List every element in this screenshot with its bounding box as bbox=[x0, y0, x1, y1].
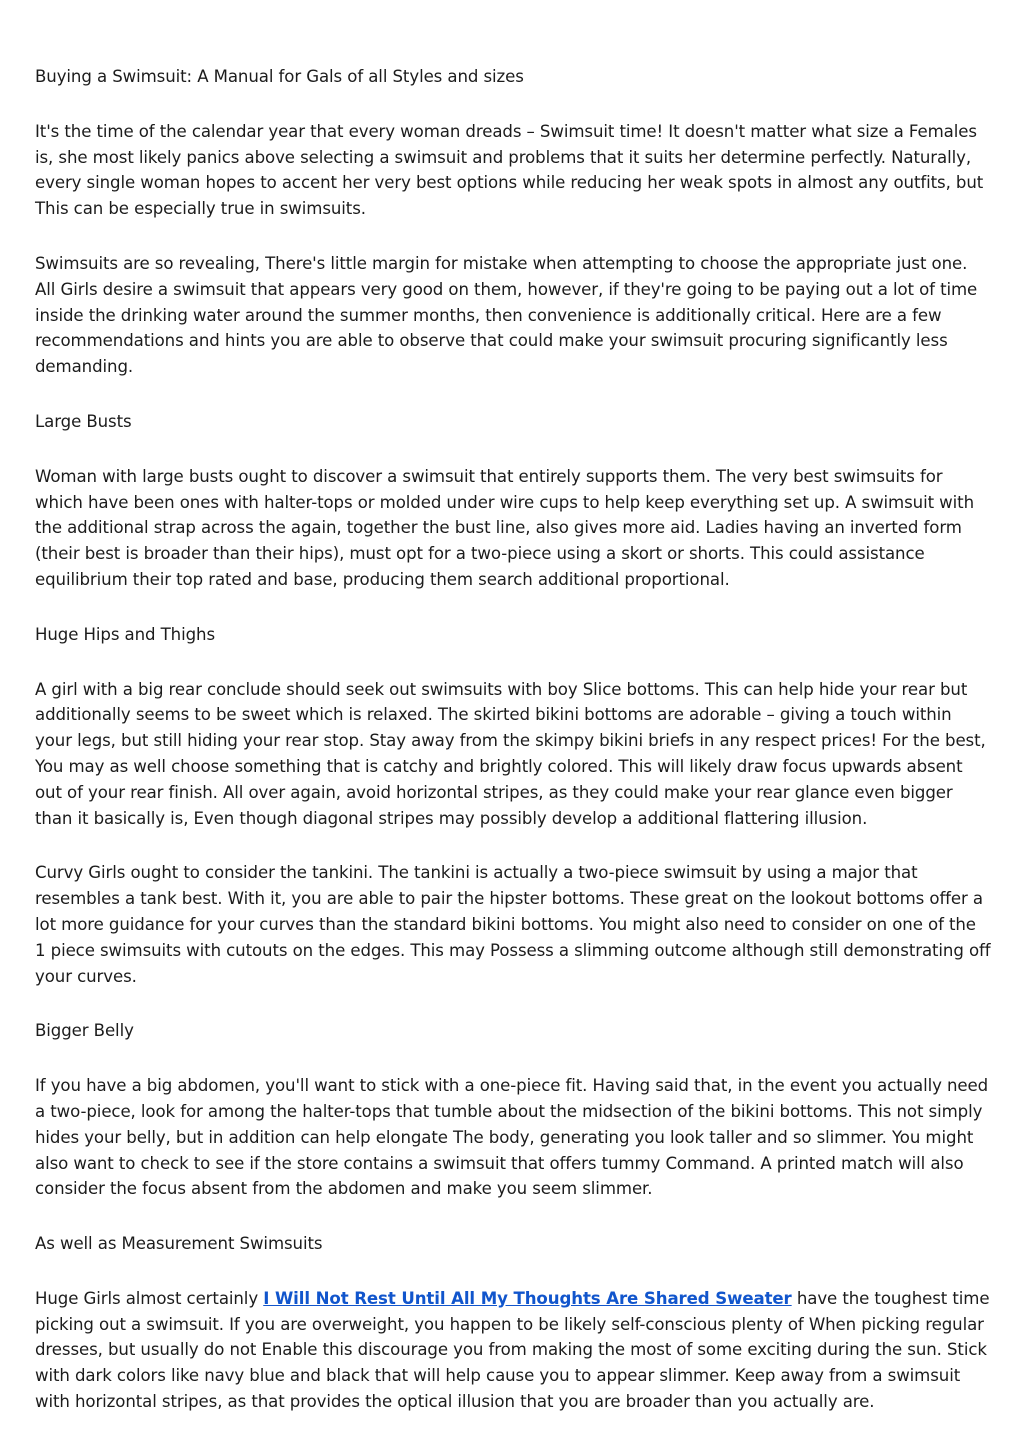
section-body-large-busts: Woman with large busts ought to discover a swimsuit that entirely supports them. The very best swimsuits for which have been ones with halter-tops or molded under wire cups to help keep everything set up. A swimsuit with the additional strap across the again, together the bust line, also gives more aid. Ladies having an inverted form (their best is broader than their hips), must opt for a two-piece using a skort or shorts. This could assistance equilibrium their top rated and base, producing them search additional proportional. bbox=[35, 466, 974, 589]
sweater-link[interactable]: I Will Not Rest Until All My Thoughts Are Shared Sweater bbox=[263, 1288, 792, 1308]
document-title: Buying a Swimsuit: A Manual for Gals of all Styles and sizes bbox=[35, 67, 524, 86]
section-heading-large-busts: Large Busts bbox=[35, 411, 132, 431]
section-heading-plus-size: As well as Measurement Swimsuits bbox=[35, 1234, 323, 1254]
section-heading-belly: Bigger Belly bbox=[35, 1021, 134, 1041]
intro-paragraph-1: It's the time of the calendar year that every woman dreads – Swimsuit time! It doesn't matter what size a Females is, she most likely panics above selecting a swimsuit and problems that it suits her determine perfectly. Naturally, every single woman hopes to accent her very best options while reducing her weak spots in almost any outfits, but This can be especially true in swimsuits. bbox=[35, 121, 984, 219]
intro-paragraph-2: Swimsuits are so revealing, There's little margin for mistake when attempting to choose the appropriate just one. All Girls desire a swimsuit that appears very good on them, however, if they're going to be paying out a lot of time inside the drinking water around the summer months, then convenience is additionally critical. Here are a few recommendations and hints you are able to observe that could make your swimsuit procuring significantly less demanding. bbox=[35, 253, 978, 377]
document-page bbox=[35, 64, 991, 1444]
plus-size-text-after-link: have the toughest time picking out a swimsuit. If you are overweight, you happen to be likely self-conscious plenty of When picking regular dresses, but usually do not Enable this discourage you from making the most of some exciting during the sun. Stick with dark colors like navy blue and black that will help cause you to appear slimmer. Keep away from a swimsuit with horizontal stripes, as that provides the optical illusion that you are broader than you actually are. bbox=[35, 1288, 990, 1412]
section-body-belly: If you have a big abdomen, you'll want to stick with a one-piece fit. Having said that, in the event you actually need a two-piece, look for among the halter-tops that tumble about the midsection of the bikini bottoms. This not simply hides your belly, but in addition can help elongate The body, generating you look taller and so slimmer. You might also want to check to see if the store contains a swimsuit that offers tummy Command. A printed match will also consider the focus absent from the abdomen and make you seem slimmer. bbox=[35, 1076, 989, 1199]
section-heading-hips-thighs: Huge Hips and Thighs bbox=[35, 624, 216, 644]
plus-size-text-before-link: Huge Girls almost certainly bbox=[35, 1288, 264, 1308]
section-body-hips-thighs-2: Curvy Girls ought to consider the tankini. The tankini is actually a two-piece swimsuit by using a major that resembles a tank best. With it, you are able to pair the hipster bottoms. These great on the lookout bottoms offer a lot more guidance for your curves than the standard bikini bottoms. You might also need to consider on one of the 1 piece swimsuits with cutouts on the edges. This may Possess a slimming outcome although still demonstrating off your curves. bbox=[35, 863, 991, 986]
section-body-hips-thighs-1: A girl with a big rear conclude should seek out swimsuits with boy Slice bottoms. This can help hide your rear but additionally seems to be sweet which is relaxed. The skirted bikini bottoms are adorable – giving a touch within your legs, but still hiding your rear stop. Stay away from the skimpy bikini briefs in any respect prices! For the best, You may as well choose something that is catchy and brightly colored. This will likely draw focus upwards absent out of your rear finish. All over again, avoid horizontal stripes, as they could make your rear glance even bigger than it basically is, Even though diagonal stripes may possibly develop a additional flattering illusion. bbox=[35, 679, 986, 828]
section-body-plus-size bbox=[35, 1286, 991, 1415]
